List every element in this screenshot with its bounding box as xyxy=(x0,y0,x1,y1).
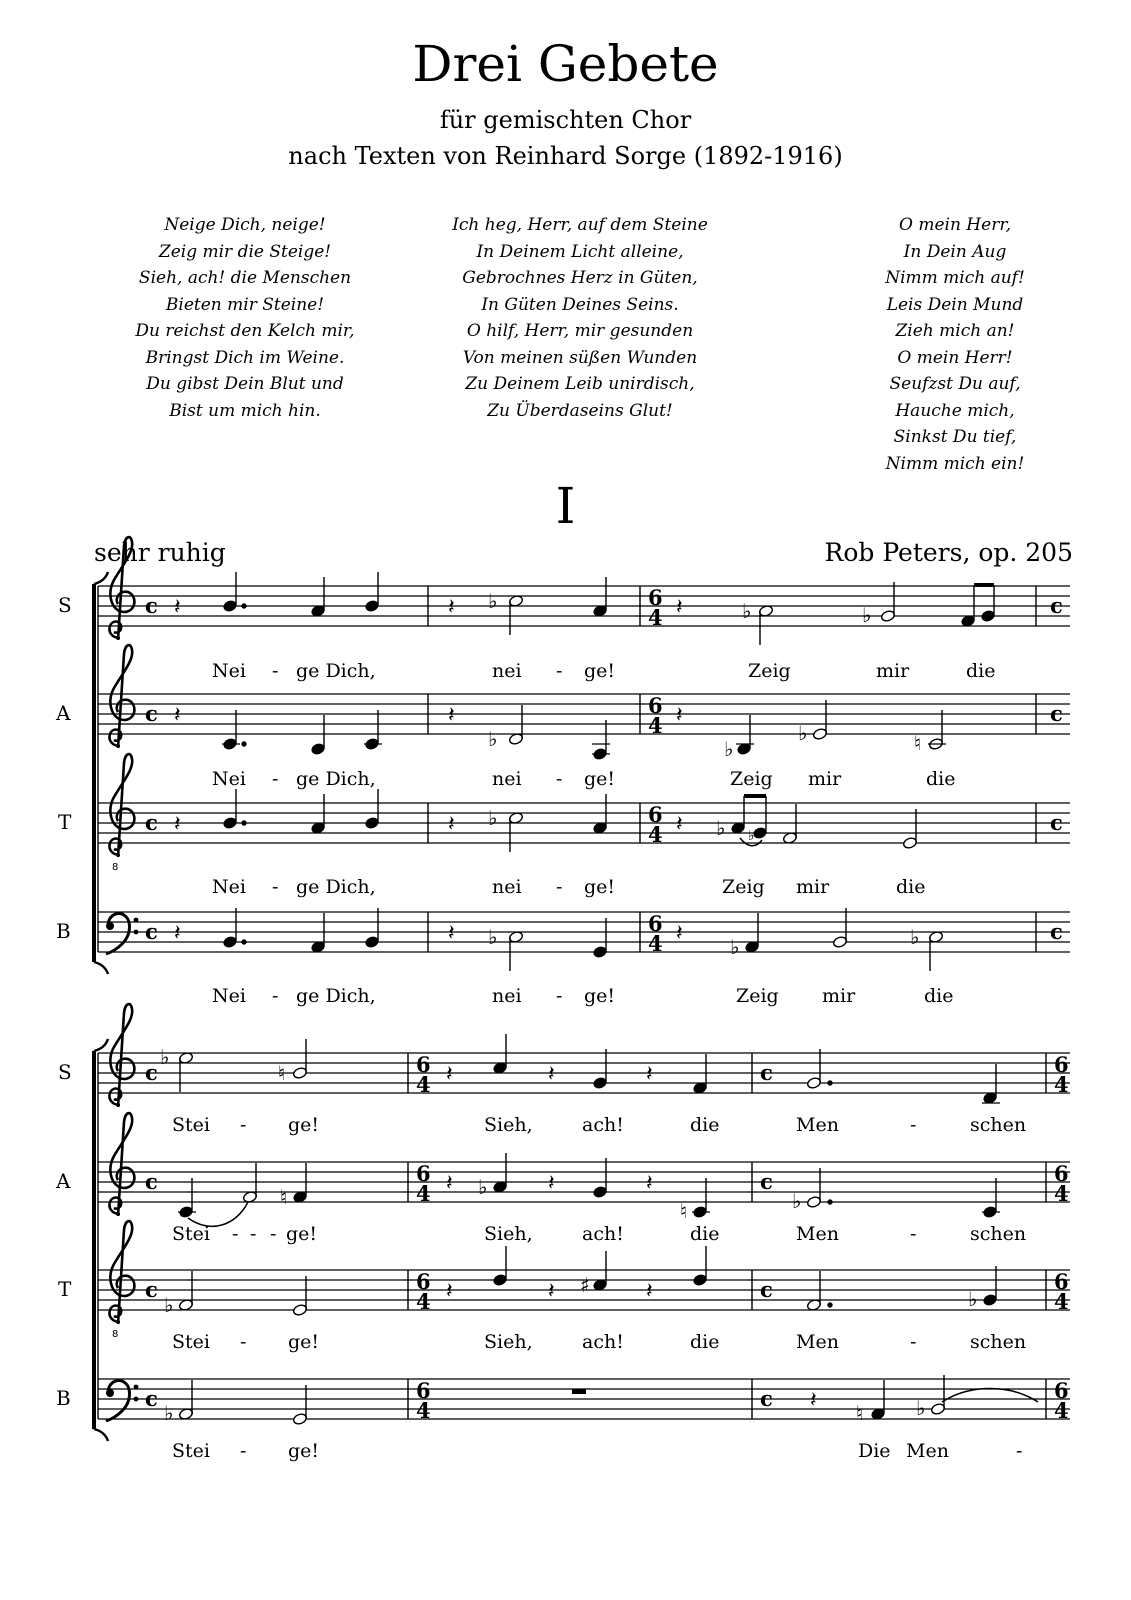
svg-text:ge!: ge! xyxy=(584,876,616,898)
svg-text:nei: nei xyxy=(492,985,522,1007)
svg-text:Nei: Nei xyxy=(212,876,246,898)
svg-text:-: - xyxy=(1016,1440,1023,1462)
svg-text:-: - xyxy=(272,876,279,898)
poem-3: O mein Herr, In Dein Aug Nimm mich auf! Leis Dein Mund Zieh mich an! O mein Herr! Seufzst Du auf, Hauche mich, Sinkst Du tief, Nimm mich ein! xyxy=(885,215,1025,474)
svg-text:♮: ♮ xyxy=(280,1185,288,1209)
svg-text:4: 4 xyxy=(648,931,663,956)
svg-text:Zeig: Zeig xyxy=(730,768,773,790)
movement-number: I xyxy=(555,477,576,535)
svg-text:die: die xyxy=(896,876,926,898)
svg-text:c: c xyxy=(145,1386,158,1411)
svg-text:6: 6 xyxy=(648,911,663,936)
svg-text:ge!: ge! xyxy=(288,1440,320,1462)
svg-text:c: c xyxy=(1050,810,1063,835)
svg-text:Sieh,: Sieh, xyxy=(484,1114,533,1136)
svg-text:𝄽: 𝄽 xyxy=(448,812,455,837)
svg-text:-: - xyxy=(270,1223,277,1245)
svg-text:4: 4 xyxy=(1054,1072,1069,1097)
svg-text:ge!: ge! xyxy=(584,985,616,1007)
composer-credit: Rob Peters, op. 205 xyxy=(824,538,1073,567)
svg-text:♮: ♮ xyxy=(680,1199,688,1223)
svg-text:♭: ♭ xyxy=(488,925,498,949)
svg-text:-: - xyxy=(556,660,563,682)
svg-text:ach!: ach! xyxy=(582,1331,624,1353)
svg-text:c: c xyxy=(145,701,158,726)
svg-text:die: die xyxy=(690,1331,720,1353)
svg-text:8: 8 xyxy=(112,1329,119,1340)
svg-text:-: - xyxy=(272,768,279,790)
voice-label-bass: B xyxy=(56,919,71,943)
svg-text:8: 8 xyxy=(112,862,119,873)
svg-text:♭: ♭ xyxy=(724,737,734,761)
svg-text:schen: schen xyxy=(970,1223,1027,1245)
svg-text:die: die xyxy=(926,768,956,790)
svg-text:♭: ♭ xyxy=(164,1401,174,1425)
system-2 xyxy=(55,1004,1070,1462)
svg-text:Zeig: Zeig xyxy=(748,660,791,682)
svg-text:ge!: ge! xyxy=(288,1331,320,1353)
svg-text:Stei: Stei xyxy=(172,1223,210,1245)
voice-label-alto: A xyxy=(56,701,71,725)
svg-text:-: - xyxy=(250,1223,257,1245)
svg-text:Die: Die xyxy=(858,1440,891,1462)
subtitle-texts: nach Texten von Reinhard Sorge (1892-1916) xyxy=(288,142,843,170)
svg-text:4: 4 xyxy=(416,1398,431,1423)
svg-text:♭: ♭ xyxy=(798,721,808,745)
svg-text:𝄽: 𝄽 xyxy=(810,1388,817,1413)
svg-text:-: - xyxy=(556,768,563,790)
svg-text:mir: mir xyxy=(808,768,842,790)
svg-text:-: - xyxy=(232,1223,239,1245)
svg-text:𝄽: 𝄽 xyxy=(676,921,683,946)
svg-text:♯: ♯ xyxy=(580,1273,590,1297)
svg-text:4: 4 xyxy=(416,1072,431,1097)
svg-text:ge!: ge! xyxy=(584,660,616,682)
svg-text:♭: ♭ xyxy=(910,925,920,949)
svg-text:4: 4 xyxy=(648,822,663,847)
svg-text:-: - xyxy=(910,1114,917,1136)
svg-text:die: die xyxy=(690,1223,720,1245)
svg-text:Men: Men xyxy=(796,1331,839,1353)
svg-text:c: c xyxy=(145,1060,158,1085)
svg-text:♭: ♭ xyxy=(488,806,498,830)
subtitle-choir: für gemischten Chor xyxy=(439,106,692,134)
svg-text:die: die xyxy=(690,1114,720,1136)
piece-title: Drei Gebete xyxy=(412,35,719,93)
svg-text:4: 4 xyxy=(1054,1289,1069,1314)
svg-text:𝄽: 𝄽 xyxy=(548,1062,555,1087)
svg-text:mir: mir xyxy=(796,876,830,898)
svg-text:6: 6 xyxy=(416,1052,431,1077)
voice-label-alto-2: A xyxy=(56,1169,71,1193)
svg-text:♭: ♭ xyxy=(488,589,498,613)
svg-text:𝄽: 𝄽 xyxy=(676,812,683,837)
poem-2: Ich heg, Herr, auf dem Steine In Deinem Licht alleine, Gebrochnes Herz in Güten, In Güten Deines Seins. O hilf, Herr, mir gesunden Von meinen süßen Wunden Zu Deinem Leib unirdisch, Zu Überdaseins Glut! xyxy=(452,215,708,421)
voice-label-tenor-2: T xyxy=(58,1277,72,1301)
svg-text:6: 6 xyxy=(1054,1052,1069,1077)
svg-text:𝄽: 𝄽 xyxy=(676,595,683,620)
svg-text:die: die xyxy=(966,660,996,682)
svg-text:-: - xyxy=(556,985,563,1007)
svg-text:-: - xyxy=(910,1223,917,1245)
svg-text:6: 6 xyxy=(1054,1269,1069,1294)
svg-text:♮: ♮ xyxy=(856,1401,864,1425)
svg-text:c: c xyxy=(145,593,158,618)
svg-text:4: 4 xyxy=(416,1289,431,1314)
svg-text:ge Dich,: ge Dich, xyxy=(296,985,376,1007)
voice-label-soprano: S xyxy=(58,593,72,617)
svg-text:c: c xyxy=(1050,919,1063,944)
svg-text:♭: ♭ xyxy=(488,727,498,751)
svg-text:𝄽: 𝄽 xyxy=(446,1279,453,1304)
svg-text:4: 4 xyxy=(416,1181,431,1206)
svg-text:♭: ♭ xyxy=(164,1293,174,1317)
svg-text:ach!: ach! xyxy=(582,1223,624,1245)
svg-text:4: 4 xyxy=(1054,1398,1069,1423)
svg-text:♭: ♭ xyxy=(862,603,872,627)
svg-text:𝄽: 𝄽 xyxy=(448,703,455,728)
svg-text:c: c xyxy=(760,1169,773,1194)
svg-text:ge!: ge! xyxy=(286,1223,318,1245)
svg-text:♭: ♭ xyxy=(748,828,755,844)
svg-text:♭: ♭ xyxy=(968,1287,978,1311)
svg-text:6: 6 xyxy=(1054,1161,1069,1186)
svg-text:6: 6 xyxy=(648,585,663,610)
svg-text:6: 6 xyxy=(416,1161,431,1186)
svg-text:Men: Men xyxy=(906,1440,949,1462)
svg-text:ge Dich,: ge Dich, xyxy=(296,660,376,682)
svg-text:c: c xyxy=(145,1277,158,1302)
svg-text:-: - xyxy=(556,876,563,898)
svg-text:𝄽: 𝄽 xyxy=(448,595,455,620)
svg-text:𝄽: 𝄽 xyxy=(548,1171,555,1196)
svg-text:Stei: Stei xyxy=(172,1440,210,1462)
svg-text:♭: ♭ xyxy=(730,935,740,959)
voice-label-bass-2: B xyxy=(56,1386,71,1410)
svg-text:𝄽: 𝄽 xyxy=(174,595,181,620)
svg-text:mir: mir xyxy=(876,660,910,682)
svg-text:♭: ♭ xyxy=(916,1396,926,1420)
svg-text:nei: nei xyxy=(492,768,522,790)
svg-text:schen: schen xyxy=(970,1331,1027,1353)
svg-text:𝄽: 𝄽 xyxy=(646,1062,653,1087)
system-1 xyxy=(55,537,1070,1007)
svg-text:𝄽: 𝄽 xyxy=(446,1062,453,1087)
svg-text:𝄽: 𝄽 xyxy=(646,1279,653,1304)
svg-text:ge!: ge! xyxy=(584,768,616,790)
svg-text:♭: ♭ xyxy=(478,1175,488,1199)
svg-text:c: c xyxy=(760,1386,773,1411)
svg-text:Sieh,: Sieh, xyxy=(484,1331,533,1353)
svg-text:mir: mir xyxy=(822,985,856,1007)
svg-text:Zeig: Zeig xyxy=(736,985,779,1007)
svg-text:-: - xyxy=(272,660,279,682)
svg-text:𝄽: 𝄽 xyxy=(174,812,181,837)
svg-text:Nei: Nei xyxy=(212,768,246,790)
svg-text:Sieh,: Sieh, xyxy=(484,1223,533,1245)
svg-text:ge Dich,: ge Dich, xyxy=(296,876,376,898)
svg-text:Men: Men xyxy=(796,1223,839,1245)
svg-text:Stei: Stei xyxy=(172,1114,210,1136)
svg-text:4: 4 xyxy=(648,605,663,630)
voice-label-tenor: T xyxy=(58,810,72,834)
svg-text:-: - xyxy=(272,985,279,1007)
svg-text:𝄽: 𝄽 xyxy=(174,921,181,946)
svg-text:ge Dich,: ge Dich, xyxy=(296,768,376,790)
svg-text:Men: Men xyxy=(796,1114,839,1136)
svg-text:schen: schen xyxy=(970,1114,1027,1136)
svg-text:♮: ♮ xyxy=(278,1061,286,1085)
svg-text:-: - xyxy=(240,1440,247,1462)
svg-text:6: 6 xyxy=(648,693,663,718)
svg-text:-: - xyxy=(910,1331,917,1353)
voice-label-soprano-2: S xyxy=(58,1060,72,1084)
svg-text:𝄽: 𝄽 xyxy=(174,703,181,728)
svg-text:4: 4 xyxy=(648,713,663,738)
svg-text:6: 6 xyxy=(416,1269,431,1294)
svg-text:♭: ♭ xyxy=(792,1189,802,1213)
svg-text:die: die xyxy=(924,985,954,1007)
svg-text:♭: ♭ xyxy=(716,816,726,840)
svg-text:♭: ♭ xyxy=(160,1045,170,1069)
svg-text:♮: ♮ xyxy=(914,731,922,755)
svg-text:c: c xyxy=(760,1060,773,1085)
svg-text:4: 4 xyxy=(1054,1181,1069,1206)
svg-text:𝄽: 𝄽 xyxy=(448,921,455,946)
svg-text:𝄽: 𝄽 xyxy=(548,1279,555,1304)
svg-text:𝄽: 𝄽 xyxy=(676,703,683,728)
svg-text:ach!: ach! xyxy=(582,1114,624,1136)
svg-text:6: 6 xyxy=(416,1378,431,1403)
svg-text:Nei: Nei xyxy=(212,985,246,1007)
svg-text:Stei: Stei xyxy=(172,1331,210,1353)
svg-text:nei: nei xyxy=(492,660,522,682)
svg-text:nei: nei xyxy=(492,876,522,898)
svg-text:Nei: Nei xyxy=(212,660,246,682)
svg-text:c: c xyxy=(760,1277,773,1302)
svg-text:c: c xyxy=(145,810,158,835)
svg-text:-: - xyxy=(240,1114,247,1136)
svg-text:𝄽: 𝄽 xyxy=(646,1171,653,1196)
svg-text:ge!: ge! xyxy=(288,1114,320,1136)
tempo-marking: sehr ruhig xyxy=(94,538,226,567)
svg-text:c: c xyxy=(145,919,158,944)
svg-text:Zeig: Zeig xyxy=(722,876,765,898)
svg-text:6: 6 xyxy=(648,802,663,827)
svg-text:♭: ♭ xyxy=(742,599,752,623)
svg-text:-: - xyxy=(240,1331,247,1353)
svg-text:𝄽: 𝄽 xyxy=(446,1171,453,1196)
svg-text:c: c xyxy=(1050,701,1063,726)
poem-1: Neige Dich, neige! Zeig mir die Steige! Sieh, ach! die Menschen Bieten mir Steine! Du reichst den Kelch mir, Bringst Dich im Weine. Du gibst Dein Blut und Bist um mich hin. xyxy=(135,215,355,421)
svg-text:c: c xyxy=(1050,593,1063,618)
svg-text:c: c xyxy=(145,1169,158,1194)
svg-text:6: 6 xyxy=(1054,1378,1069,1403)
